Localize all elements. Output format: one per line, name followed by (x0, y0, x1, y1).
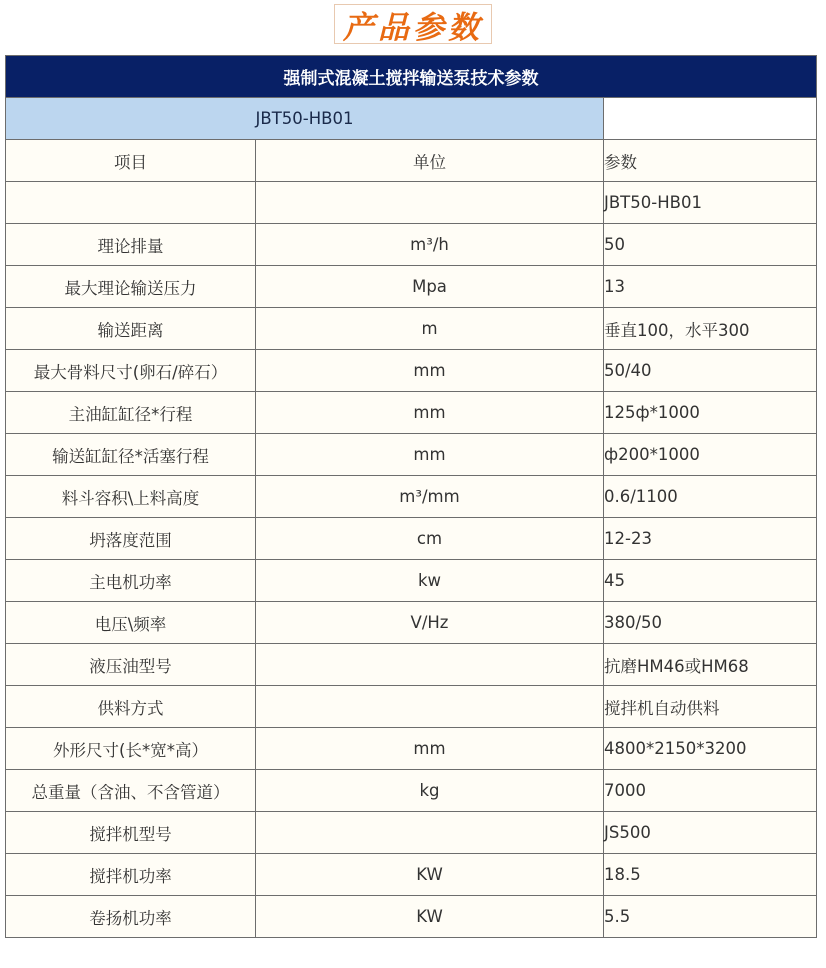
row-unit-cell: kw (256, 560, 604, 602)
row-value-cell: 5.5 (604, 896, 817, 938)
table-row (6, 896, 817, 938)
row-value-cell: 50 (604, 224, 817, 266)
row-item-cell: 主电机功率 (6, 560, 256, 602)
row-item-cell: 最大骨料尺寸(卵石/碎石） (6, 350, 256, 392)
table-row (6, 266, 817, 308)
row-item-cell: 卷扬机功率 (6, 896, 256, 938)
table-row (6, 476, 817, 518)
row-unit-cell (256, 182, 604, 224)
row-value-cell: ф200*1000 (604, 434, 817, 476)
row-item-cell (6, 182, 256, 224)
row-value-cell: 13 (604, 266, 817, 308)
table-row (6, 770, 817, 812)
table-row (6, 308, 817, 350)
row-value-cell: 380/50 (604, 602, 817, 644)
row-item-cell: 搅拌机型号 (6, 812, 256, 854)
column-header-unit: 单位 (256, 140, 604, 182)
row-value-cell: 搅拌机自动供料 (604, 686, 817, 728)
row-unit-cell: mm (256, 350, 604, 392)
row-unit-cell: m (256, 308, 604, 350)
row-value-cell: 50/40 (604, 350, 817, 392)
row-unit-cell: mm (256, 392, 604, 434)
row-value-cell: 45 (604, 560, 817, 602)
row-item-cell: 总重量（含油、不含管道） (6, 770, 256, 812)
row-item-cell: 坍落度范围 (6, 518, 256, 560)
column-header-value: 参数 (604, 140, 817, 182)
row-value-cell: 125ф*1000 (604, 392, 817, 434)
table-row (6, 560, 817, 602)
row-unit-cell (256, 812, 604, 854)
row-unit-cell: m³/h (256, 224, 604, 266)
table-row (6, 602, 817, 644)
row-item-cell: 理论排量 (6, 224, 256, 266)
row-value-cell: 7000 (604, 770, 817, 812)
column-header-item: 项目 (6, 140, 256, 182)
row-unit-cell: KW (256, 854, 604, 896)
table-row (6, 812, 817, 854)
model-header-row (6, 98, 817, 140)
row-item-cell: 电压\频率 (6, 602, 256, 644)
row-unit-cell (256, 644, 604, 686)
row-value-cell: 12-23 (604, 518, 817, 560)
row-unit-cell: mm (256, 728, 604, 770)
row-unit-cell: kg (256, 770, 604, 812)
row-value-cell: JBT50-HB01 (604, 182, 817, 224)
table-row (6, 182, 817, 224)
row-value-cell: 18.5 (604, 854, 817, 896)
model-header: JBT50-HB01 (6, 98, 604, 140)
row-unit-cell: V/Hz (256, 602, 604, 644)
table-row (6, 728, 817, 770)
page-heading-container (0, 2, 826, 46)
row-value-cell: 4800*2150*3200 (604, 728, 817, 770)
row-unit-cell: mm (256, 434, 604, 476)
page-heading: 产品参数 (334, 4, 492, 44)
table-title-row (6, 56, 817, 98)
table-row (6, 518, 817, 560)
row-unit-cell: cm (256, 518, 604, 560)
row-unit-cell: m³/mm (256, 476, 604, 518)
row-unit-cell: Mpa (256, 266, 604, 308)
row-value-cell: 垂直100，水平300 (604, 308, 817, 350)
table-row (6, 686, 817, 728)
row-value-cell: 抗磨HM46或HM68 (604, 644, 817, 686)
row-item-cell: 外形尺寸(长*宽*高） (6, 728, 256, 770)
table-row (6, 392, 817, 434)
row-item-cell: 供料方式 (6, 686, 256, 728)
row-value-cell: 0.6/1100 (604, 476, 817, 518)
table-title: 强制式混凝土搅拌输送泵技术参数 (6, 56, 817, 98)
column-header-row (6, 140, 817, 182)
row-item-cell: 主油缸缸径*行程 (6, 392, 256, 434)
row-item-cell: 液压油型号 (6, 644, 256, 686)
row-item-cell: 最大理论输送压力 (6, 266, 256, 308)
row-item-cell: 料斗容积\上料高度 (6, 476, 256, 518)
row-unit-cell: KW (256, 896, 604, 938)
table-row (6, 350, 817, 392)
table-row (6, 224, 817, 266)
row-value-cell: JS500 (604, 812, 817, 854)
row-item-cell: 输送距离 (6, 308, 256, 350)
table-row (6, 854, 817, 896)
table-row (6, 434, 817, 476)
row-unit-cell (256, 686, 604, 728)
model-header-blank (604, 98, 817, 140)
row-item-cell: 输送缸缸径*活塞行程 (6, 434, 256, 476)
table-row (6, 644, 817, 686)
row-item-cell: 搅拌机功率 (6, 854, 256, 896)
spec-table (5, 55, 817, 938)
